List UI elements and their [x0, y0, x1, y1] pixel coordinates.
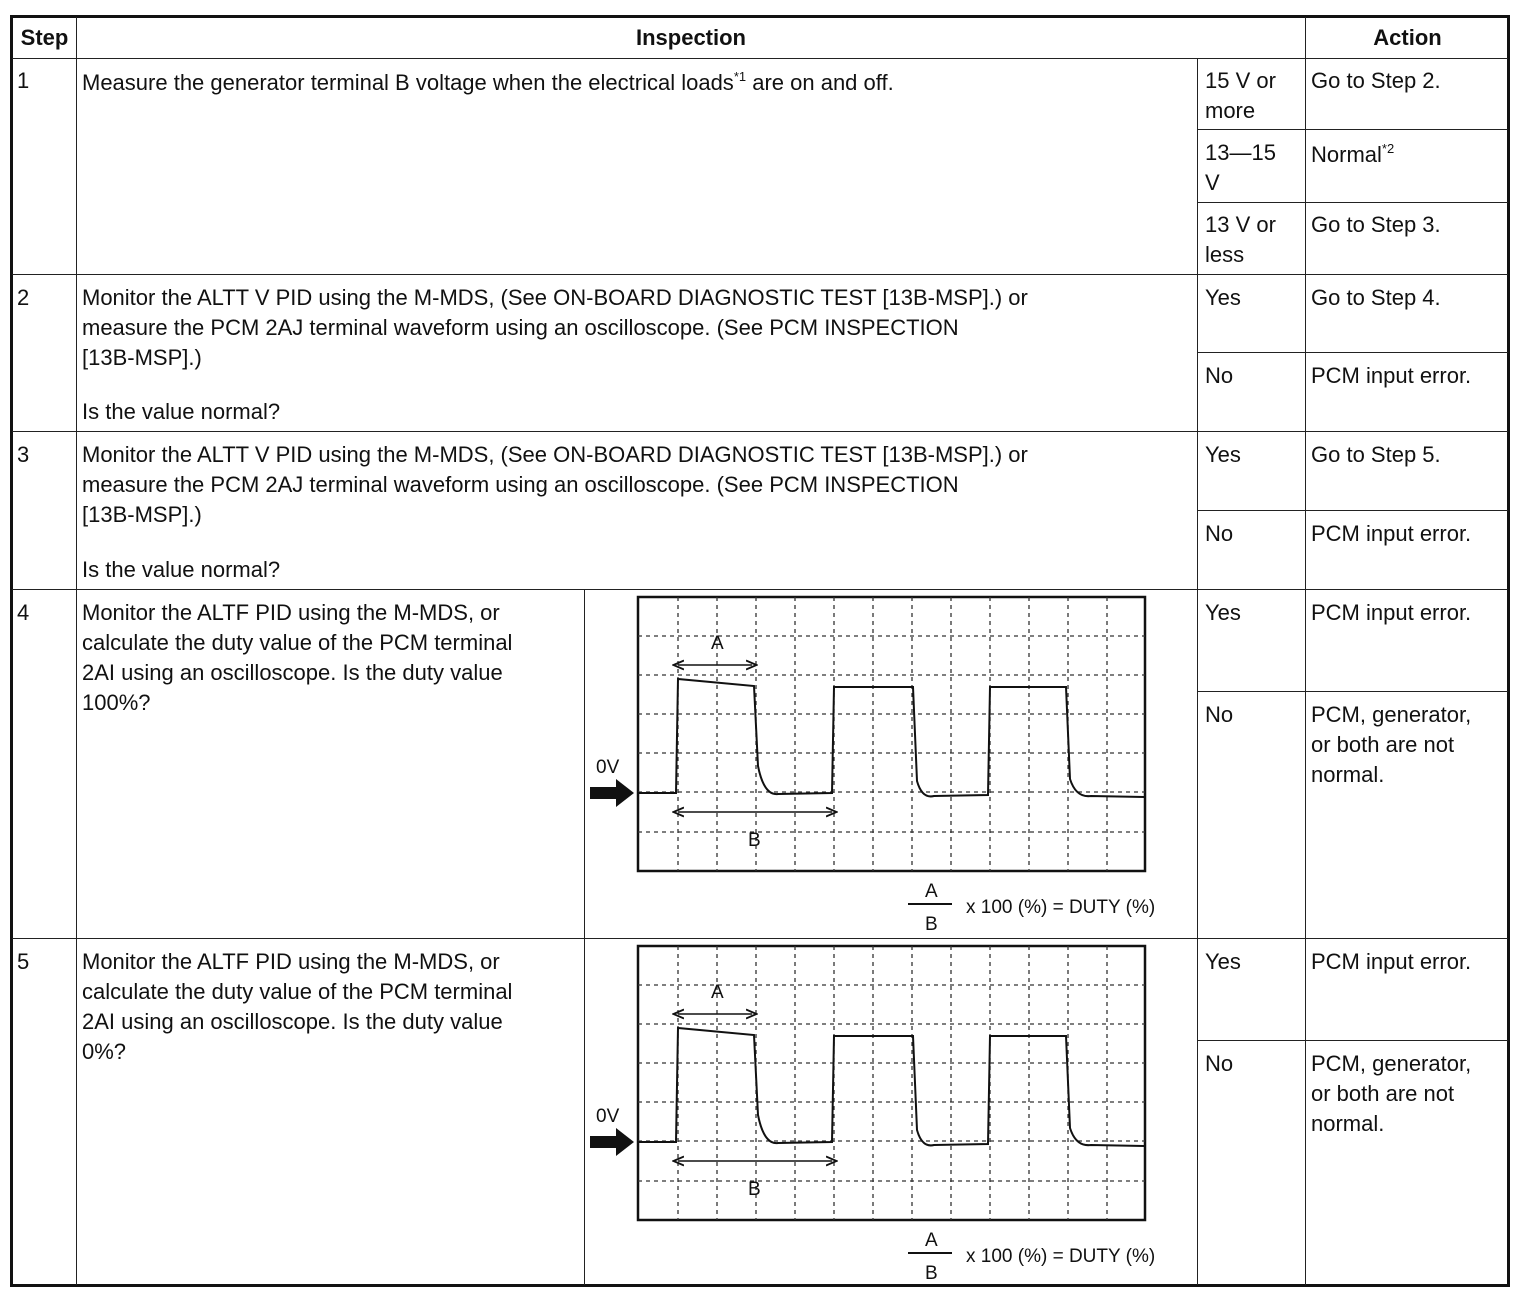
zero-volt-arrow-icon	[590, 1128, 634, 1156]
result-condition: 15 V or more	[1205, 68, 1276, 123]
result-action: PCM, generator, or both are not normal.	[1311, 1051, 1472, 1136]
formula-numerator: A	[925, 1230, 938, 1251]
period-a-label: A	[711, 982, 724, 1003]
inspection-question: Is the value normal?	[82, 399, 281, 424]
result-condition: Yes	[1205, 949, 1241, 974]
result-divider	[1197, 352, 1508, 353]
inspection-text: Measure the generator terminal B voltage when the electrical loads$^{*1}$ are on and off.	[82, 69, 894, 95]
result-action: Go to Step 3.	[1311, 212, 1441, 237]
period-b-label: B	[748, 830, 761, 851]
result-divider	[1197, 691, 1508, 692]
row-divider	[12, 938, 1508, 939]
result-divider	[1197, 202, 1508, 203]
header-action: Action	[1373, 25, 1442, 50]
inspection-text: Monitor the ALTF PID using the M-MDS, or calculate the duty value of the PCM terminal 2AI using an oscilloscope. Is the duty value 0%?	[82, 949, 513, 1064]
result-condition: No	[1205, 363, 1234, 388]
row-divider	[12, 431, 1508, 432]
square-wave-signal	[638, 1028, 1145, 1146]
column-divider	[76, 17, 77, 1285]
result-action: PCM, generator, or both are not normal.	[1311, 702, 1472, 787]
result-divider	[1197, 1040, 1508, 1041]
inspection-text: Monitor the ALTF PID using the M-MDS, or calculate the duty value of the PCM terminal 2AI using an oscilloscope. Is the duty value 100%?	[82, 600, 513, 715]
inspection-text: Monitor the ALTT V PID using the M-MDS, (See ON-BOARD DIAGNOSTIC TEST [13B-MSP].) or measure the PCM 2AJ terminal waveform using an oscilloscope. (See PCM INSPECTION [13B-MSP].)	[82, 285, 1028, 370]
zero-volt-label: 0V	[596, 1106, 620, 1127]
result-action: Go to Step 2.	[1311, 68, 1441, 93]
oscilloscope-waveform-diagram	[586, 591, 1196, 936]
result-condition: Yes	[1205, 600, 1241, 625]
duty-formula-text: x 100 (%) = DUTY (%)	[966, 1246, 1156, 1267]
oscilloscope-waveform-diagram	[586, 940, 1196, 1285]
square-wave-signal	[638, 679, 1145, 797]
step-number: 3	[17, 442, 30, 467]
step-number: 2	[17, 285, 30, 310]
result-action: PCM input error.	[1311, 521, 1472, 546]
result-divider	[1197, 129, 1508, 130]
result-condition: 13 V or less	[1205, 212, 1276, 267]
result-action: PCM input error.	[1311, 363, 1472, 388]
column-divider	[1197, 58, 1198, 1285]
step-number: 4	[17, 600, 30, 625]
result-condition: No	[1205, 521, 1234, 546]
result-condition: Yes	[1205, 442, 1241, 467]
result-action: PCM input error.	[1311, 600, 1472, 625]
formula-denominator: B	[925, 914, 938, 935]
column-divider	[584, 589, 585, 1285]
result-condition: No	[1205, 702, 1234, 727]
header-inspection: Inspection	[635, 25, 746, 50]
row-divider	[12, 589, 1508, 590]
inspection-text: Monitor the ALTT V PID using the M-MDS, (See ON-BOARD DIAGNOSTIC TEST [13B-MSP].) or measure the PCM 2AJ terminal waveform using an oscilloscope. (See PCM INSPECTION [13B-MSP].)	[82, 442, 1028, 527]
result-divider	[1197, 510, 1508, 511]
result-action: PCM input error.	[1311, 949, 1472, 974]
inspection-question: Is the value normal?	[82, 557, 281, 582]
column-divider	[1305, 17, 1306, 1285]
header-step: Step	[20, 25, 69, 50]
step-number: 1	[17, 68, 30, 93]
result-condition: No	[1205, 1051, 1234, 1076]
result-condition: Yes	[1205, 285, 1241, 310]
step-number: 5	[17, 949, 30, 974]
result-condition: 13—15 V	[1205, 140, 1276, 195]
formula-numerator: A	[925, 881, 938, 902]
row-divider	[12, 274, 1508, 275]
zero-volt-arrow-icon	[590, 779, 634, 807]
result-action: Go to Step 5.	[1311, 442, 1441, 467]
period-b-label: B	[748, 1179, 761, 1200]
period-a-label: A	[711, 633, 724, 654]
duty-formula-text: x 100 (%) = DUTY (%)	[966, 897, 1156, 918]
result-action: Normal$^{*2}$	[1311, 141, 1395, 167]
formula-denominator: B	[925, 1263, 938, 1284]
result-action: Go to Step 4.	[1311, 285, 1441, 310]
zero-volt-label: 0V	[596, 757, 620, 778]
